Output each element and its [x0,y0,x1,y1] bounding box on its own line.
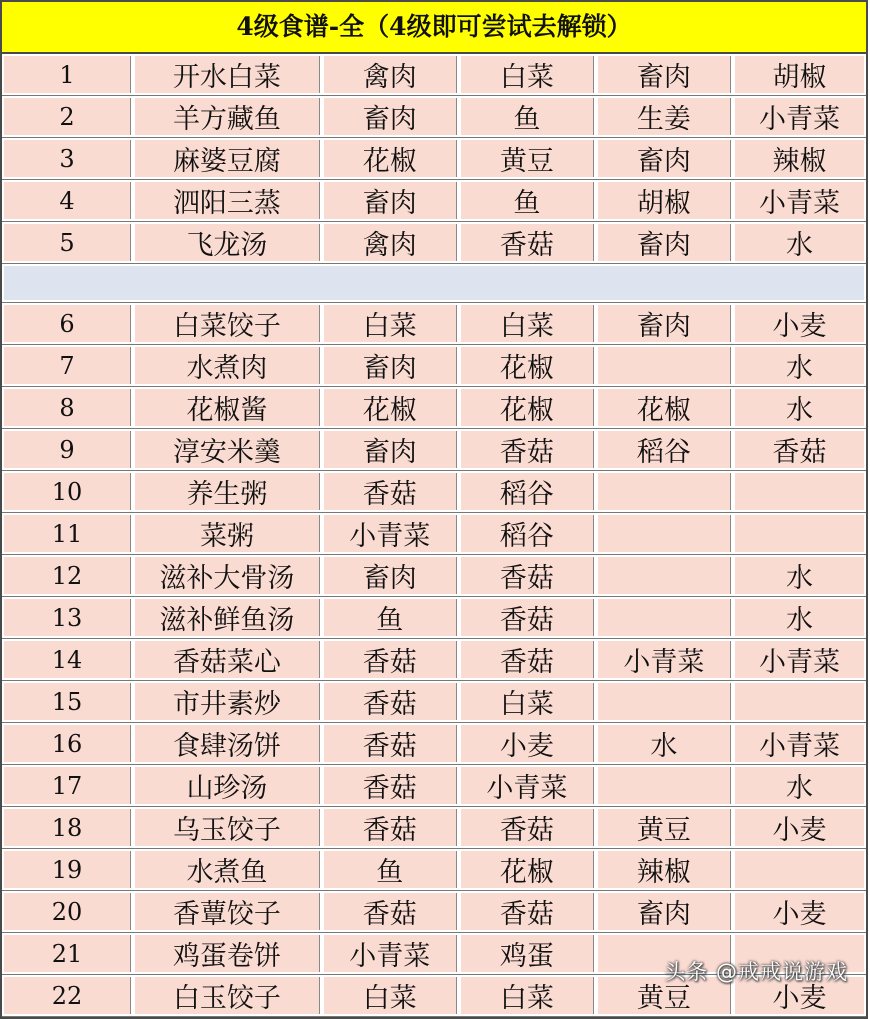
row-number: 1 [4,56,131,93]
dish-name: 山珍汤 [135,767,320,804]
ingredient-3 [598,767,731,804]
ingredient-4: 香菇 [735,431,864,468]
dish-name: 乌玉饺子 [135,809,320,846]
ingredient-1: 畜肉 [324,557,457,594]
dish-name: 飞龙汤 [135,224,320,261]
dish-name: 羊方藏鱼 [135,98,320,135]
ingredient-2: 香菇 [461,431,594,468]
row-number: 10 [4,473,131,510]
ingredient-1: 香菇 [324,809,457,846]
ingredient-3: 胡椒 [598,182,731,219]
ingredient-1: 禽肉 [324,224,457,261]
row-number: 18 [4,809,131,846]
ingredient-2: 花椒 [461,851,594,888]
table-row [2,723,866,765]
ingredient-1: 畜肉 [324,98,457,135]
ingredient-2: 白菜 [461,977,594,1014]
ingredient-2: 香菇 [461,641,594,678]
ingredient-1: 畜肉 [324,347,457,384]
ingredient-1: 小青菜 [324,515,457,552]
ingredient-1: 鱼 [324,599,457,636]
ingredient-2: 香菇 [461,893,594,930]
ingredient-3: 小青菜 [598,641,731,678]
ingredient-1: 畜肉 [324,182,457,219]
ingredient-1: 畜肉 [324,431,457,468]
table-row [2,345,866,387]
ingredient-1: 小青菜 [324,935,457,972]
ingredient-1: 香菇 [324,473,457,510]
watermark: 头条 @戒戒说游戏 [664,960,848,984]
table-row [2,555,866,597]
ingredient-4: 小麦 [735,977,864,1014]
table-row [2,96,866,138]
table-row [2,597,866,639]
ingredient-1: 花椒 [324,140,457,177]
ingredient-2: 香菇 [461,557,594,594]
ingredient-4: 小麦 [735,893,864,930]
ingredient-2: 鱼 [461,182,594,219]
ingredient-4: 小青菜 [735,641,864,678]
table-row [2,639,866,681]
ingredient-3: 生姜 [598,98,731,135]
ingredient-1: 香菇 [324,641,457,678]
ingredient-1: 白菜 [324,305,457,342]
ingredient-4: 胡椒 [735,56,864,93]
ingredient-3 [598,515,731,552]
dish-name: 香蕈饺子 [135,893,320,930]
row-number: 3 [4,140,131,177]
ingredient-2: 香菇 [461,599,594,636]
ingredient-3: 辣椒 [598,851,731,888]
table-row [2,891,866,933]
ingredient-4: 辣椒 [735,140,864,177]
dish-name: 淳安米羹 [135,431,320,468]
ingredient-1: 白菜 [324,977,457,1014]
dish-name: 滋补大骨汤 [135,557,320,594]
dish-name: 菜粥 [135,515,320,552]
table-row [2,849,866,891]
dish-name: 食肆汤饼 [135,725,320,762]
ingredient-4: 水 [735,557,864,594]
table-row [2,471,866,513]
row-number: 14 [4,641,131,678]
dish-name: 泗阳三蒸 [135,182,320,219]
ingredient-2: 香菇 [461,809,594,846]
row-number: 15 [4,683,131,720]
ingredient-2: 稻谷 [461,515,594,552]
dish-name: 香菇菜心 [135,641,320,678]
ingredient-3: 畜肉 [598,140,731,177]
ingredient-4 [735,515,864,552]
table-section-bottom [2,303,866,1017]
ingredient-2: 黄豆 [461,140,594,177]
ingredient-2: 香菇 [461,224,594,261]
dish-name: 麻婆豆腐 [135,140,320,177]
ingredient-1: 禽肉 [324,56,457,93]
divider-band [4,266,864,300]
ingredient-4: 水 [735,389,864,426]
ingredient-4 [735,851,864,888]
ingredient-3: 黄豆 [598,809,731,846]
row-number: 9 [4,431,131,468]
section-divider [2,264,866,303]
dish-name: 白菜饺子 [135,305,320,342]
row-number: 22 [4,977,131,1014]
ingredient-1: 花椒 [324,389,457,426]
row-number: 5 [4,224,131,261]
table-row [2,222,866,264]
table-row [2,180,866,222]
table-row [2,303,866,345]
table-row [2,681,866,723]
dish-name: 养生粥 [135,473,320,510]
table-row [2,513,866,555]
row-number: 16 [4,725,131,762]
table-row [2,138,866,180]
ingredient-2: 小青菜 [461,767,594,804]
table-row [2,429,866,471]
dish-name: 开水白菜 [135,56,320,93]
ingredient-3 [598,557,731,594]
dish-name: 鸡蛋卷饼 [135,935,320,972]
ingredient-3 [598,473,731,510]
table-row [2,765,866,807]
ingredient-3: 畜肉 [598,893,731,930]
ingredient-4: 小麦 [735,305,864,342]
row-number: 2 [4,98,131,135]
row-number: 8 [4,389,131,426]
ingredient-3 [598,347,731,384]
row-number: 21 [4,935,131,972]
ingredient-3: 畜肉 [598,305,731,342]
ingredient-3: 畜肉 [598,56,731,93]
ingredient-3: 稻谷 [598,431,731,468]
dish-name: 水煮鱼 [135,851,320,888]
table-row [2,807,866,849]
ingredient-4 [735,473,864,510]
row-number: 6 [4,305,131,342]
ingredient-4: 小青菜 [735,98,864,135]
row-number: 11 [4,515,131,552]
ingredient-3: 畜肉 [598,224,731,261]
ingredient-3: 黄豆 [598,977,731,1014]
ingredient-3: 花椒 [598,389,731,426]
ingredient-2: 鱼 [461,98,594,135]
ingredient-1: 香菇 [324,893,457,930]
table-row [2,387,866,429]
ingredient-3: 水 [598,725,731,762]
ingredient-4: 小麦 [735,809,864,846]
ingredient-4: 水 [735,767,864,804]
dish-name: 市井素炒 [135,683,320,720]
ingredient-4: 小青菜 [735,182,864,219]
ingredient-2: 白菜 [461,305,594,342]
ingredient-2: 白菜 [461,683,594,720]
dish-name: 水煮肉 [135,347,320,384]
row-number: 7 [4,347,131,384]
row-number: 19 [4,851,131,888]
dish-name: 白玉饺子 [135,977,320,1014]
ingredient-4 [735,683,864,720]
ingredient-4: 水 [735,224,864,261]
ingredient-2: 稻谷 [461,473,594,510]
ingredient-2: 白菜 [461,56,594,93]
table-section-top [2,54,866,264]
row-number: 4 [4,182,131,219]
row-number: 12 [4,557,131,594]
dish-name: 花椒酱 [135,389,320,426]
row-number: 20 [4,893,131,930]
ingredient-2: 花椒 [461,347,594,384]
table-title: 4级食谱-全（4级即可尝试去解锁） [2,2,866,54]
ingredient-1: 香菇 [324,725,457,762]
ingredient-1: 香菇 [324,683,457,720]
ingredient-2: 花椒 [461,389,594,426]
row-number: 13 [4,599,131,636]
row-number: 17 [4,767,131,804]
ingredient-4: 水 [735,599,864,636]
ingredient-1: 香菇 [324,767,457,804]
ingredient-3 [598,683,731,720]
ingredient-3 [598,599,731,636]
ingredient-2: 小麦 [461,725,594,762]
dish-name: 滋补鲜鱼汤 [135,599,320,636]
ingredient-1: 鱼 [324,851,457,888]
ingredient-2: 鸡蛋 [461,935,594,972]
ingredient-4: 水 [735,347,864,384]
ingredient-4: 小青菜 [735,725,864,762]
table-row [2,54,866,96]
